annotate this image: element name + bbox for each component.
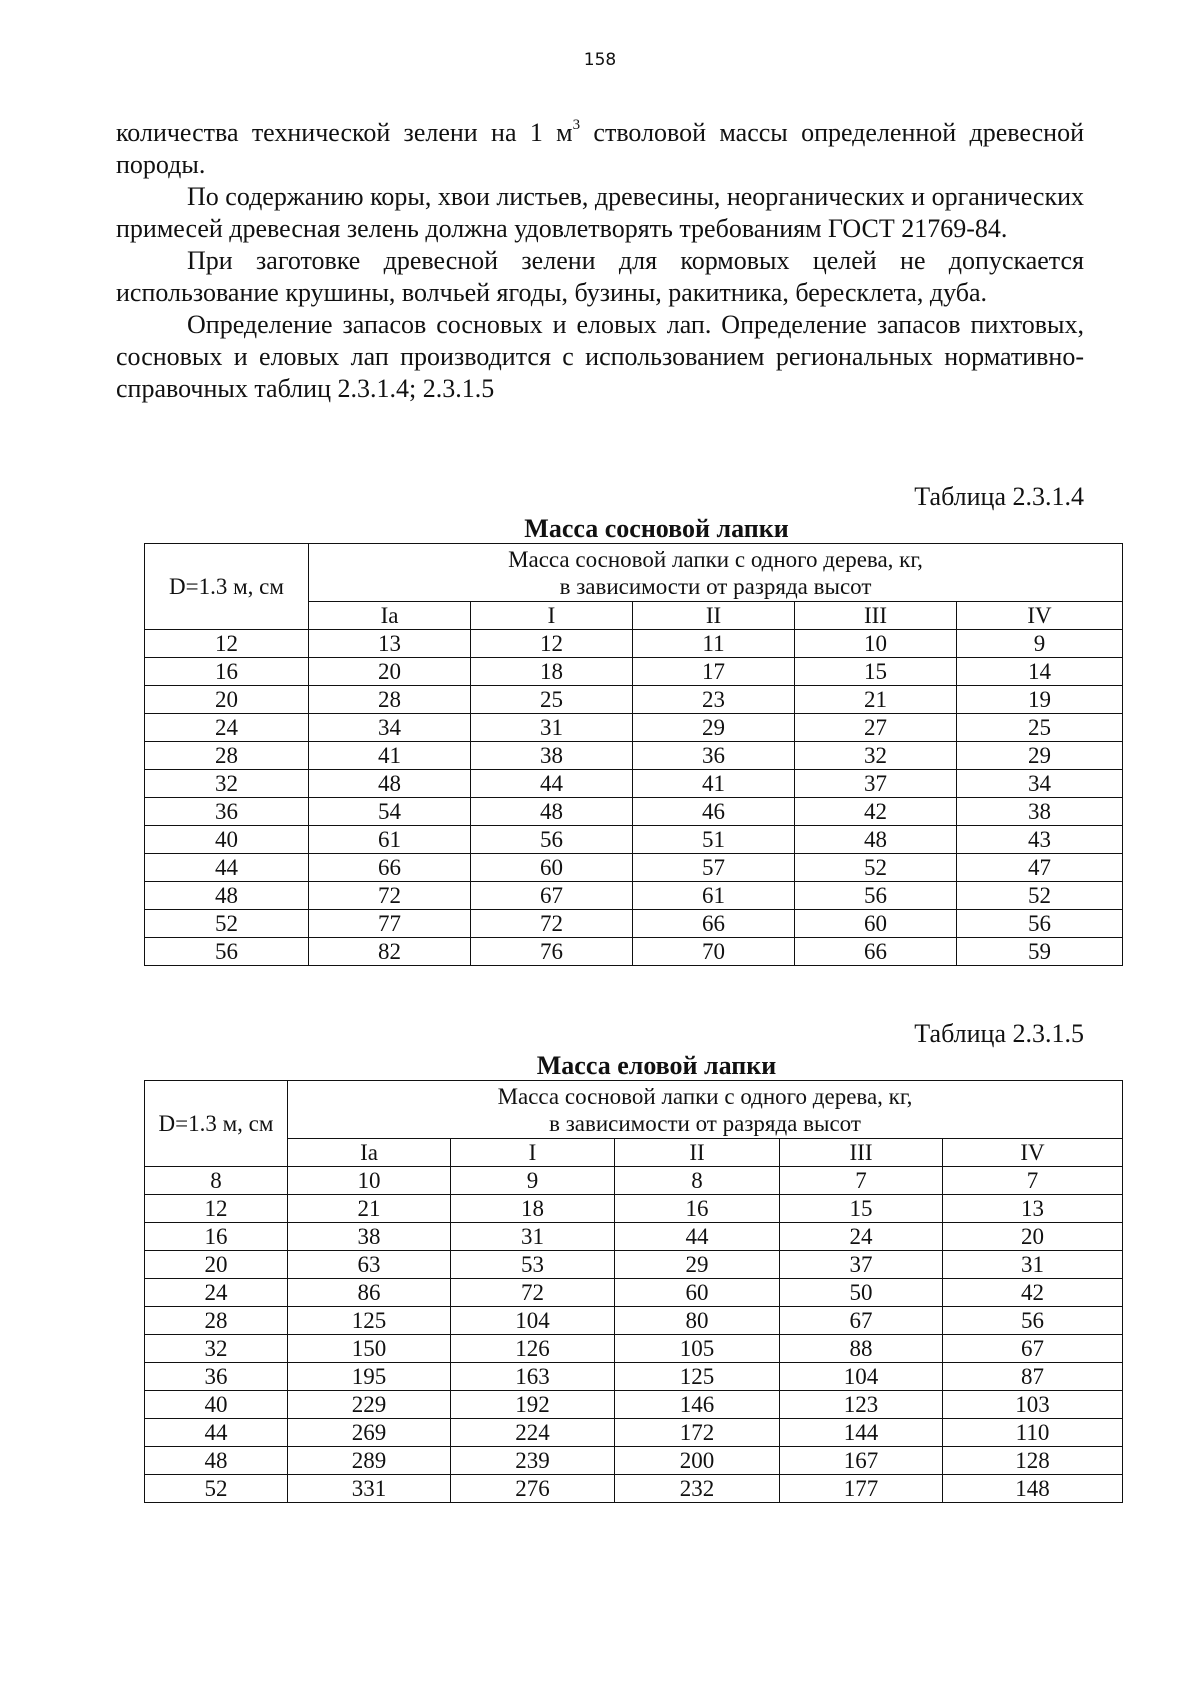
table-row xyxy=(145,1335,1123,1363)
mass-cell: 66 xyxy=(633,910,795,938)
mass-cell: 9 xyxy=(957,630,1123,658)
mass-cell: 104 xyxy=(780,1363,943,1391)
table-row xyxy=(145,1279,1123,1307)
mass-cell: 20 xyxy=(309,658,471,686)
table-row xyxy=(145,714,1123,742)
mass-cell: 56 xyxy=(943,1307,1123,1335)
table-row xyxy=(145,1307,1123,1335)
paragraph-1-start: количества технической зелени на 1 м xyxy=(116,118,573,147)
diameter-cell: 36 xyxy=(145,1363,288,1391)
mass-cell: 82 xyxy=(309,938,471,966)
mass-cell: 192 xyxy=(451,1391,615,1419)
table2-d-header: D=1.3 м, см xyxy=(145,1081,288,1167)
table-row xyxy=(145,630,1123,658)
mass-cell: 44 xyxy=(471,770,633,798)
mass-cell: 269 xyxy=(288,1419,451,1447)
table-row xyxy=(145,1223,1123,1251)
table-row xyxy=(145,686,1123,714)
diameter-cell: 12 xyxy=(145,1195,288,1223)
mass-cell: 38 xyxy=(288,1223,451,1251)
mass-cell: 20 xyxy=(943,1223,1123,1251)
mass-cell: 60 xyxy=(615,1279,780,1307)
table-row xyxy=(145,1363,1123,1391)
mass-cell: 47 xyxy=(957,854,1123,882)
table-row xyxy=(145,742,1123,770)
mass-cell: 14 xyxy=(957,658,1123,686)
mass-cell: 18 xyxy=(451,1195,615,1223)
diameter-cell: 36 xyxy=(145,798,309,826)
mass-cell: 8 xyxy=(615,1167,780,1195)
diameter-cell: 48 xyxy=(145,1447,288,1475)
mass-cell: 27 xyxy=(795,714,957,742)
mass-cell: 72 xyxy=(451,1279,615,1307)
mass-cell: 38 xyxy=(471,742,633,770)
mass-cell: 128 xyxy=(943,1447,1123,1475)
table1-group-header-line1: Масса сосновой лапки с одного дерева, кг, xyxy=(508,546,923,572)
mass-cell: 77 xyxy=(309,910,471,938)
mass-cell: 15 xyxy=(795,658,957,686)
table2-title: Масса еловой лапки xyxy=(536,1051,777,1080)
cubic-superscript: 3 xyxy=(572,117,581,134)
mass-cell: 104 xyxy=(451,1307,615,1335)
table1-col-header-4: III xyxy=(795,602,957,630)
table-row xyxy=(145,658,1123,686)
table-row xyxy=(145,1419,1123,1447)
mass-cell: 88 xyxy=(780,1335,943,1363)
mass-cell: 172 xyxy=(615,1419,780,1447)
mass-cell: 76 xyxy=(471,938,633,966)
mass-cell: 50 xyxy=(780,1279,943,1307)
mass-cell: 60 xyxy=(471,854,633,882)
diameter-cell: 40 xyxy=(145,826,309,854)
mass-cell: 123 xyxy=(780,1391,943,1419)
mass-cell: 56 xyxy=(795,882,957,910)
mass-cell: 105 xyxy=(615,1335,780,1363)
table1-group-header-line2: в зависимости от разряда высот xyxy=(559,573,872,599)
mass-cell: 167 xyxy=(780,1447,943,1475)
mass-cell: 17 xyxy=(633,658,795,686)
mass-cell: 148 xyxy=(943,1475,1123,1503)
mass-cell: 7 xyxy=(943,1167,1123,1195)
mass-cell: 37 xyxy=(795,770,957,798)
diameter-cell: 20 xyxy=(145,1251,288,1279)
table1-col-header-3: II xyxy=(633,602,795,630)
paragraph-1-end: стволовой массы определенной древесной породы. xyxy=(116,118,1084,179)
diameter-cell: 52 xyxy=(145,910,309,938)
mass-cell: 23 xyxy=(633,686,795,714)
mass-cell: 110 xyxy=(943,1419,1123,1447)
table1-col-header-2: I xyxy=(471,602,633,630)
table2-col-header-1: Ia xyxy=(288,1139,451,1167)
mass-cell: 200 xyxy=(615,1447,780,1475)
mass-cell: 57 xyxy=(633,854,795,882)
mass-cell: 87 xyxy=(943,1363,1123,1391)
table-row xyxy=(145,1475,1123,1503)
mass-cell: 25 xyxy=(957,714,1123,742)
diameter-cell: 56 xyxy=(145,938,309,966)
mass-cell: 28 xyxy=(309,686,471,714)
mass-cell: 52 xyxy=(957,882,1123,910)
mass-cell: 16 xyxy=(615,1195,780,1223)
mass-cell: 34 xyxy=(957,770,1123,798)
mass-cell: 80 xyxy=(615,1307,780,1335)
mass-cell: 48 xyxy=(795,826,957,854)
mass-cell: 86 xyxy=(288,1279,451,1307)
mass-cell: 72 xyxy=(309,882,471,910)
mass-cell: 63 xyxy=(288,1251,451,1279)
mass-cell: 331 xyxy=(288,1475,451,1503)
mass-cell: 54 xyxy=(309,798,471,826)
mass-cell: 18 xyxy=(471,658,633,686)
mass-cell: 9 xyxy=(451,1167,615,1195)
mass-cell: 11 xyxy=(633,630,795,658)
diameter-cell: 20 xyxy=(145,686,309,714)
mass-cell: 60 xyxy=(795,910,957,938)
mass-cell: 10 xyxy=(795,630,957,658)
mass-cell: 13 xyxy=(943,1195,1123,1223)
mass-cell: 37 xyxy=(780,1251,943,1279)
paragraph-3: При заготовке древесной зелени для кормовых целей не допускается использование крушины, волчьей ягоды, бузины, ракитника, бересклета, дуба. xyxy=(116,246,1084,307)
table2-caption: Таблица 2.3.1.5 xyxy=(914,1019,1084,1048)
mass-cell: 29 xyxy=(615,1251,780,1279)
mass-cell: 13 xyxy=(309,630,471,658)
mass-cell: 42 xyxy=(943,1279,1123,1307)
table2 xyxy=(144,1080,1123,1503)
mass-cell: 177 xyxy=(780,1475,943,1503)
page-number: 158 xyxy=(583,50,617,70)
mass-cell: 67 xyxy=(943,1335,1123,1363)
mass-cell: 125 xyxy=(288,1307,451,1335)
table-row xyxy=(145,1251,1123,1279)
table2-col-header-3: II xyxy=(615,1139,780,1167)
mass-cell: 52 xyxy=(795,854,957,882)
mass-cell: 48 xyxy=(309,770,471,798)
mass-cell: 44 xyxy=(615,1223,780,1251)
mass-cell: 48 xyxy=(471,798,633,826)
table-row xyxy=(145,882,1123,910)
mass-cell: 56 xyxy=(957,910,1123,938)
mass-cell: 34 xyxy=(309,714,471,742)
mass-cell: 46 xyxy=(633,798,795,826)
table2-group-header xyxy=(288,1081,1123,1139)
mass-cell: 125 xyxy=(615,1363,780,1391)
diameter-cell: 16 xyxy=(145,658,309,686)
mass-cell: 289 xyxy=(288,1447,451,1475)
diameter-cell: 44 xyxy=(145,1419,288,1447)
mass-cell: 15 xyxy=(780,1195,943,1223)
diameter-cell: 44 xyxy=(145,854,309,882)
paragraph-1 xyxy=(116,117,1084,181)
table2-column-header-row xyxy=(145,1139,1123,1167)
mass-cell: 70 xyxy=(633,938,795,966)
mass-cell: 41 xyxy=(309,742,471,770)
mass-cell: 67 xyxy=(471,882,633,910)
mass-cell: 32 xyxy=(795,742,957,770)
mass-cell: 31 xyxy=(451,1223,615,1251)
diameter-cell: 24 xyxy=(145,1279,288,1307)
mass-cell: 31 xyxy=(471,714,633,742)
mass-cell: 61 xyxy=(309,826,471,854)
mass-cell: 29 xyxy=(957,742,1123,770)
table2-col-header-5: IV xyxy=(943,1139,1123,1167)
mass-cell: 232 xyxy=(615,1475,780,1503)
mass-cell: 56 xyxy=(471,826,633,854)
table2-col-header-4: III xyxy=(780,1139,943,1167)
table-row xyxy=(145,910,1123,938)
diameter-cell: 32 xyxy=(145,770,309,798)
mass-cell: 150 xyxy=(288,1335,451,1363)
diameter-cell: 8 xyxy=(145,1167,288,1195)
mass-cell: 224 xyxy=(451,1419,615,1447)
mass-cell: 24 xyxy=(780,1223,943,1251)
table-row xyxy=(145,938,1123,966)
table1-caption: Таблица 2.3.1.4 xyxy=(914,482,1084,511)
table-row xyxy=(145,770,1123,798)
diameter-cell: 52 xyxy=(145,1475,288,1503)
mass-cell: 21 xyxy=(795,686,957,714)
table1-col-header-5: IV xyxy=(957,602,1123,630)
paragraph-4: Определение запасов сосновых и еловых лап. Определение запасов пихтовых, сосновых и еловых лап производится с использованием региональных нормативно-справочных таблиц 2.3.1.4; 2.3.1.5 xyxy=(116,310,1084,403)
diameter-cell: 28 xyxy=(145,742,309,770)
table1 xyxy=(144,543,1123,966)
mass-cell: 195 xyxy=(288,1363,451,1391)
table-row xyxy=(145,1391,1123,1419)
diameter-cell: 24 xyxy=(145,714,309,742)
table2-col-header-2: I xyxy=(451,1139,615,1167)
table1-group-header xyxy=(309,544,1123,602)
table2-group-header-line1: Масса сосновой лапки с одного дерева, кг, xyxy=(497,1083,913,1109)
mass-cell: 38 xyxy=(957,798,1123,826)
mass-cell: 61 xyxy=(633,882,795,910)
mass-cell: 42 xyxy=(795,798,957,826)
mass-cell: 66 xyxy=(309,854,471,882)
table1-col-header-1: Ia xyxy=(309,602,471,630)
mass-cell: 10 xyxy=(288,1167,451,1195)
table2-group-header-line2: в зависимости от разряда высот xyxy=(549,1110,861,1136)
paragraph-2: По содержанию коры, хвои листьев, древесины, неорганических и органических примесей древесная зелень должна удовлетворять требованиям ГОСТ 21769-84. xyxy=(116,182,1084,243)
mass-cell: 126 xyxy=(451,1335,615,1363)
mass-cell: 25 xyxy=(471,686,633,714)
table-row xyxy=(145,854,1123,882)
mass-cell: 163 xyxy=(451,1363,615,1391)
mass-cell: 67 xyxy=(780,1307,943,1335)
mass-cell: 19 xyxy=(957,686,1123,714)
mass-cell: 144 xyxy=(780,1419,943,1447)
mass-cell: 103 xyxy=(943,1391,1123,1419)
mass-cell: 36 xyxy=(633,742,795,770)
mass-cell: 21 xyxy=(288,1195,451,1223)
mass-cell: 53 xyxy=(451,1251,615,1279)
table-row xyxy=(145,1447,1123,1475)
mass-cell: 31 xyxy=(943,1251,1123,1279)
mass-cell: 7 xyxy=(780,1167,943,1195)
mass-cell: 239 xyxy=(451,1447,615,1475)
diameter-cell: 40 xyxy=(145,1391,288,1419)
diameter-cell: 48 xyxy=(145,882,309,910)
diameter-cell: 32 xyxy=(145,1335,288,1363)
diameter-cell: 12 xyxy=(145,630,309,658)
mass-cell: 276 xyxy=(451,1475,615,1503)
mass-cell: 72 xyxy=(471,910,633,938)
mass-cell: 43 xyxy=(957,826,1123,854)
mass-cell: 59 xyxy=(957,938,1123,966)
mass-cell: 51 xyxy=(633,826,795,854)
diameter-cell: 16 xyxy=(145,1223,288,1251)
table-row xyxy=(145,1167,1123,1195)
mass-cell: 12 xyxy=(471,630,633,658)
mass-cell: 29 xyxy=(633,714,795,742)
table1-d-header: D=1.3 м, см xyxy=(145,544,309,630)
mass-cell: 229 xyxy=(288,1391,451,1419)
mass-cell: 146 xyxy=(615,1391,780,1419)
table-row xyxy=(145,798,1123,826)
table1-title: Масса сосновой лапки xyxy=(524,514,789,543)
table-row xyxy=(145,826,1123,854)
table-row xyxy=(145,1195,1123,1223)
mass-cell: 41 xyxy=(633,770,795,798)
body-text xyxy=(116,117,1084,405)
mass-cell: 66 xyxy=(795,938,957,966)
diameter-cell: 28 xyxy=(145,1307,288,1335)
